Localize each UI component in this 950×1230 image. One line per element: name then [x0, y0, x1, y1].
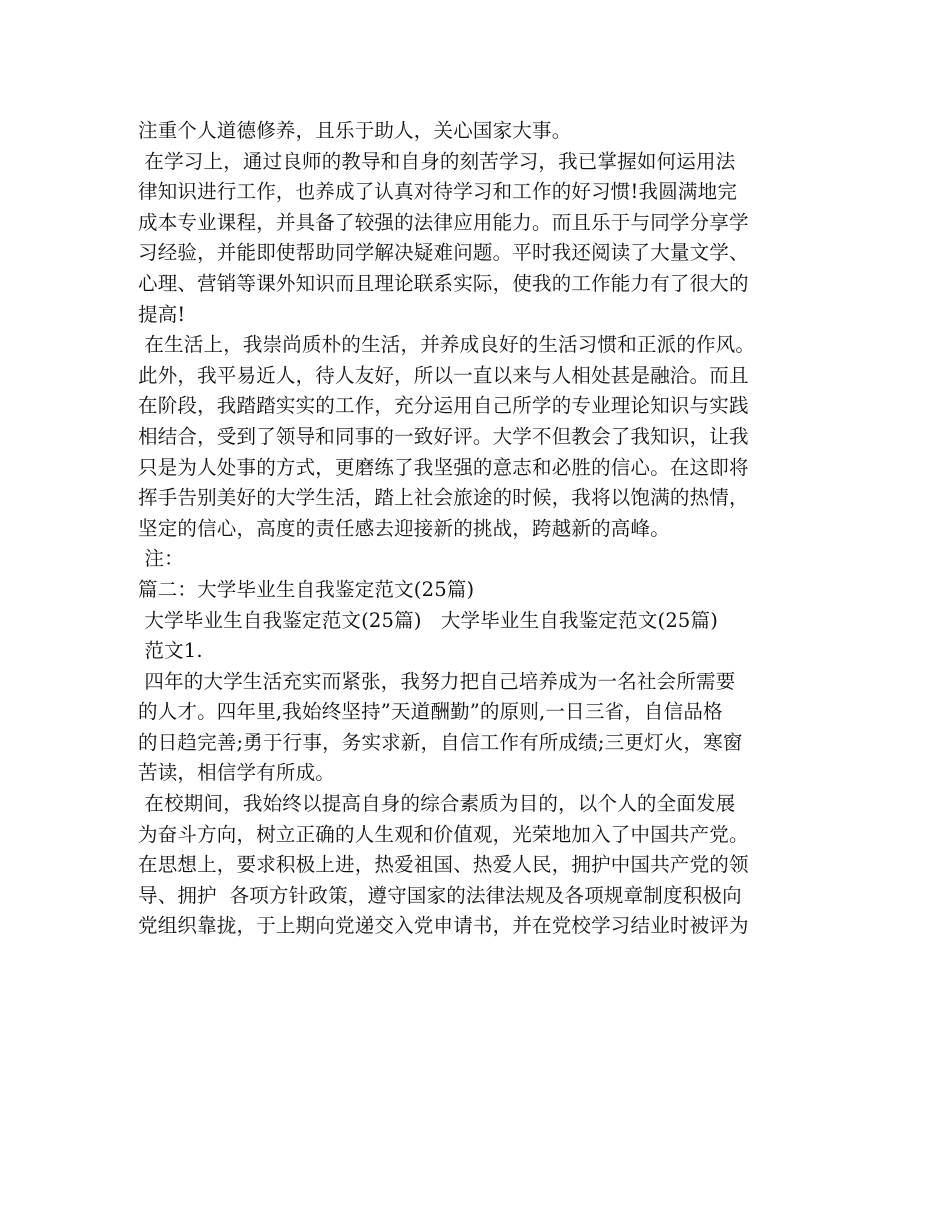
- text-line: 在思想上，要求积极上进，热爱祖国、热爱人民，拥护中国共产党的领: [138, 853, 749, 877]
- text-line: 为奋斗方向，树立正确的人生观和价值观，光荣地加入了中国共产党。: [138, 822, 749, 846]
- text-line: 挥手告别美好的大学生活，踏上社会旅途的时候，我将以饱满的热情，: [138, 486, 749, 510]
- text-line: 在生活上，我崇尚质朴的生活，并养成良好的生活习惯和正派的作风。: [138, 333, 756, 357]
- text-line: 的人才。四年里,我始终坚持”天道酬勤”的原则,一日三省，自信品格: [138, 700, 723, 724]
- text-line: 心理、营销等课外知识而且理论联系实际，使我的工作能力有了很大的: [138, 271, 749, 295]
- text-line: 成本专业课程，并具备了较强的法律应用能力。而且乐于与同学分享学: [138, 210, 749, 234]
- text-line: 此外，我平易近人，待人友好，所以一直以来与人相处甚是融洽。而且: [138, 363, 749, 387]
- section-heading: 篇二：大学毕业生自我鉴定范文(25篇): [138, 577, 475, 601]
- text-line: 在阶段，我踏踏实实的工作，充分运用自己所学的专业理论知识与实践: [138, 394, 749, 418]
- document-body: [138, 116, 838, 942]
- text-line: 的日趋完善;勇于行事，务实求新，自信工作有所成绩;三更灯火，寒窗: [138, 730, 743, 754]
- text-line: 相结合，受到了领导和同事的一致好评。大学不但教会了我知识，让我: [138, 424, 749, 448]
- text-line: 提高!: [138, 302, 186, 326]
- text-line: 四年的大学生活充实而紧张，我努力把自己培养成为一名社会所需要: [138, 669, 736, 693]
- text-line: 导、拥护 各项方针政策，遵守国家的法律法规及各项规章制度积极向: [138, 883, 742, 907]
- text-line: 只是为人处事的方式，更磨练了我坚强的意志和必胜的信心。在这即将: [138, 455, 749, 479]
- text-line: 范文1.: [138, 639, 203, 663]
- text-line: 坚定的信心，高度的责任感去迎接新的挑战，跨越新的高峰。: [138, 516, 670, 540]
- text-line: 大学毕业生自我鉴定范文(25篇) 大学毕业生自我鉴定范文(25篇): [138, 608, 719, 632]
- text-line: 律知识进行工作，也养成了认真对待学习和工作的好习惯!我圆满地完: [138, 180, 738, 204]
- text-line: 党组织靠拢，于上期向党递交入党申请书，并在党校学习结业时被评为: [138, 914, 749, 938]
- text-line: 在学习上，通过良师的教导和自身的刻苦学习，我已掌握如何运用法: [138, 149, 736, 173]
- text-line: 注重个人道德修养，且乐于助人，关心国家大事。: [138, 119, 572, 142]
- text-line: 苦读，相信学有所成。: [138, 761, 336, 785]
- text-line: 习经验，并能即使帮助同学解决疑难问题。平时我还阅读了大量文学、: [138, 241, 749, 265]
- text-line: 在校期间，我始终以提高自身的综合素质为目的，以个人的全面发展: [138, 792, 736, 816]
- text-line: 注：: [138, 547, 184, 571]
